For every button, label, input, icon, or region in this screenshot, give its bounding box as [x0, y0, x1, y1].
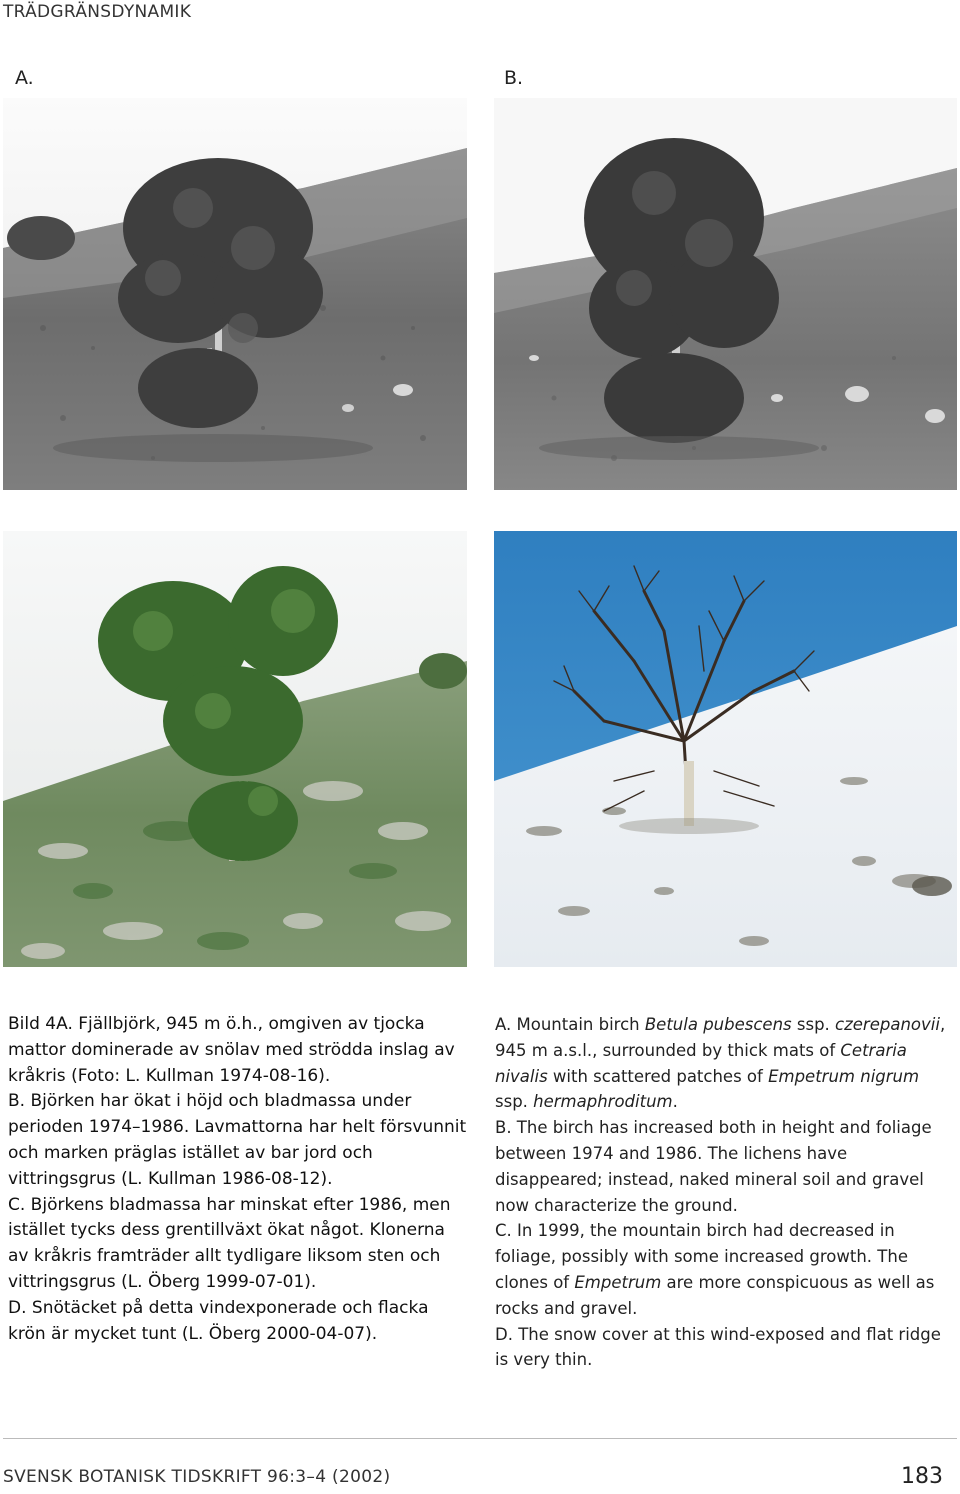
- running-title: TRÄDGRÄNSDYNAMIK: [3, 2, 192, 22]
- caption-en-c: C. In 1999, the mountain birch had decreased in foliage, possibly with some increased growth. The clones of Empetrum are more conspicuous as well as rocks and gravel.: [495, 1221, 935, 1318]
- footer-rule: [3, 1438, 957, 1439]
- caption-sv-c: C. Björkens bladmassa har minskat efter 1986, men istället tycks dess grentillväxt ökat något. Klonerna av kråkris framträder allt tydligare liksom sten och vittringsgrus (L. Öberg 1999-07-01).: [8, 1194, 451, 1292]
- photo-a-birch-1974: [3, 98, 467, 490]
- photo-d-birch-2000-snow: [494, 531, 957, 967]
- caption-en-a: A. Mountain birch Betula pubescens ssp. czerepanovii, 945 m a.s.l., surrounded by thick mats of Cetraria nivalis with scattered patches of Empetrum nigrum ssp. hermaphroditum.: [495, 1015, 946, 1112]
- photo-a-label: A.: [15, 67, 34, 89]
- caption-english: [495, 1012, 957, 1373]
- photo-b-label: B.: [504, 67, 524, 89]
- page-number: 183: [901, 1464, 943, 1489]
- caption-en-b: B. The birch has increased both in height and foliage between 1974 and 1986. The lichens have disappeared; instead, naked mineral soil and gravel now characterize the ground.: [495, 1118, 932, 1215]
- caption-sv-b: B. Björken har ökat i höjd och bladmassa under perioden 1974–1986. Lavmattorna har helt försvunnit och marken präglas istället av bar jord och vittringsgrus (L. Kullman 1986-08-12).: [8, 1091, 467, 1189]
- caption-en-d: D. The snow cover at this wind-exposed and flat ridge is very thin.: [495, 1324, 941, 1370]
- journal-citation: SVENSK BOTANISK TIDSKRIFT 96:3–4 (2002): [3, 1467, 391, 1487]
- caption-sv-a: Bild 4A. Fjällbjörk, 945 m ö.h., omgiven av tjocka mattor dominerade av snölav med strödda inslag av kråkris (Foto: L. Kullman 1974-08-16).: [8, 1014, 455, 1086]
- caption-swedish: [8, 1012, 468, 1347]
- caption-sv-d: D. Snötäcket på detta vindexponerade och flacka krön är mycket tunt (L. Öberg 2000-04-07).: [8, 1297, 429, 1344]
- photo-c-birch-1999: [3, 531, 467, 967]
- photo-b-birch-1986: [494, 98, 957, 490]
